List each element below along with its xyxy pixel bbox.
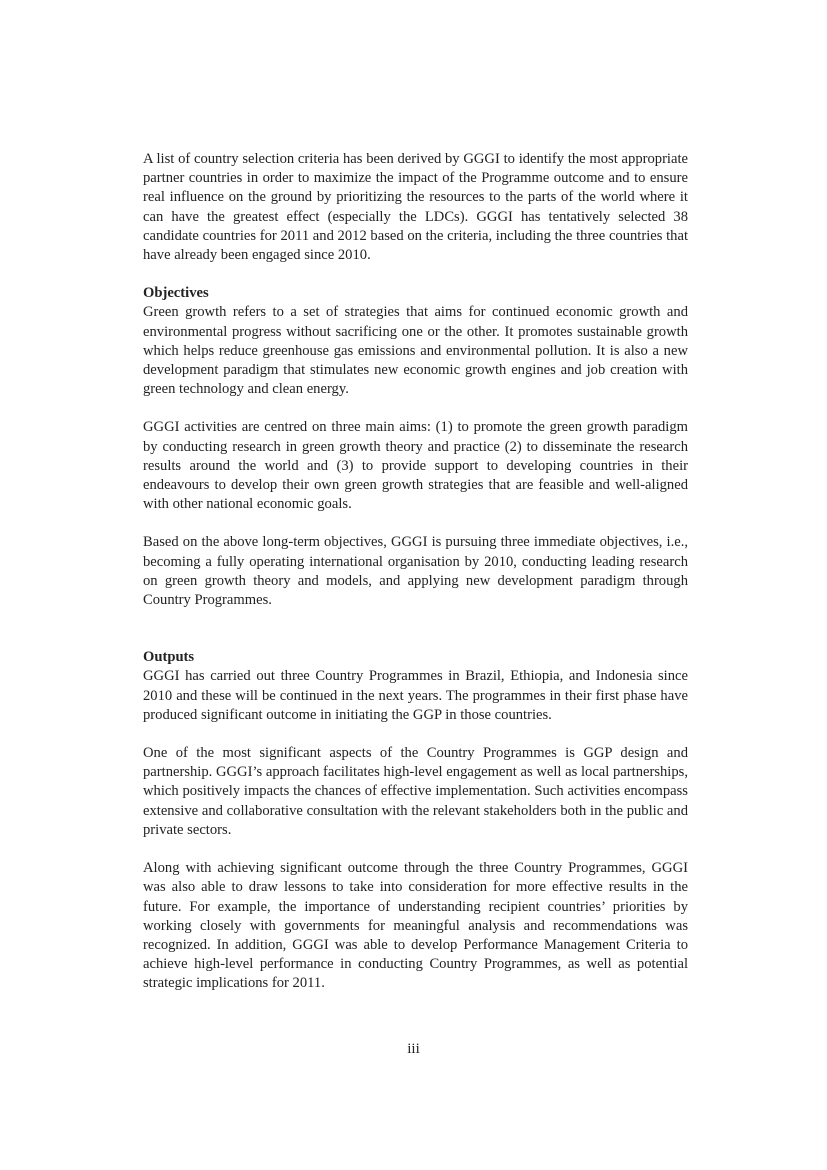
outputs-heading: Outputs [143, 649, 195, 666]
objectives-paragraph-2: GGGI activities are centred on three main aims: (1) to promote the green growth paradigm by conducting research in green growth theory and practice (2) to disseminate the research results around the world and (3) to provide support to developing countries in their endeavours to develop their own green growth strategies that are feasible and well-aligned with other national economic goals. [143, 419, 688, 513]
outputs-paragraph-3: Along with achieving significant outcome through the three Country Programmes, GGGI was also able to draw lessons to take into consideration for more effective results in the future. For example, the importance of understanding recipient countries’ priorities by working closely with governments for meaningful analysis and recommendations was recognized. In addition, GGGI was able to develop Performance Management Criteria to achieve high-level performance in conducting Country Programmes, as well as potential strategic implications for 2011. [143, 860, 688, 992]
page-number: iii [407, 1041, 420, 1057]
outputs-paragraph-2: One of the most significant aspects of the Country Programmes is GGP design and partnership. GGGI’s approach facilitates high-level engagement as well as local partnerships, which positively impacts the chances of effective implementation. Such activities encompass extensive and collaborative consultation with the relevant stakeholders both in the public and private sectors. [143, 745, 688, 838]
objectives-heading: Objectives [143, 285, 209, 302]
objectives-paragraph-1: Green growth refers to a set of strategies that aims for continued economic growth and environmental progress without sacrificing one or the other. It promotes sustainable growth which helps reduce greenhouse gas emissions and environmental pollution. It is also a new development paradigm that stimulates new economic growth engines and job creation with green technology and clean energy. [143, 304, 688, 398]
outputs-paragraph-1: GGGI has carried out three Country Programmes in Brazil, Ethiopia, and Indonesia since 2010 and these will be continued in the next years. The programmes in their first phase have produced significant outcome in initiating the GGP in those countries. [143, 668, 688, 723]
page-body [143, 150, 688, 1013]
section-spacer [143, 629, 688, 648]
intro-paragraph: A list of country selection criteria has been derived by GGGI to identify the most appropriate partner countries in order to maximize the impact of the Programme outcome and to ensure real influence on the ground by prioritizing the resources to the parts of the world where it can have the greatest effect (especially the LDCs). GGGI has tentatively selected 38 candidate countries for 2011 and 2012 based on the criteria, including the three countries that have already been engaged since 2010. [143, 151, 688, 264]
objectives-paragraph-3: Based on the above long-term objectives, GGGI is pursuing three immediate objectives, i.e., becoming a fully operating international organisation by 2010, conducting leading research on green growth theory and models, and applying new development paradigm through Country Programmes. [143, 534, 688, 609]
